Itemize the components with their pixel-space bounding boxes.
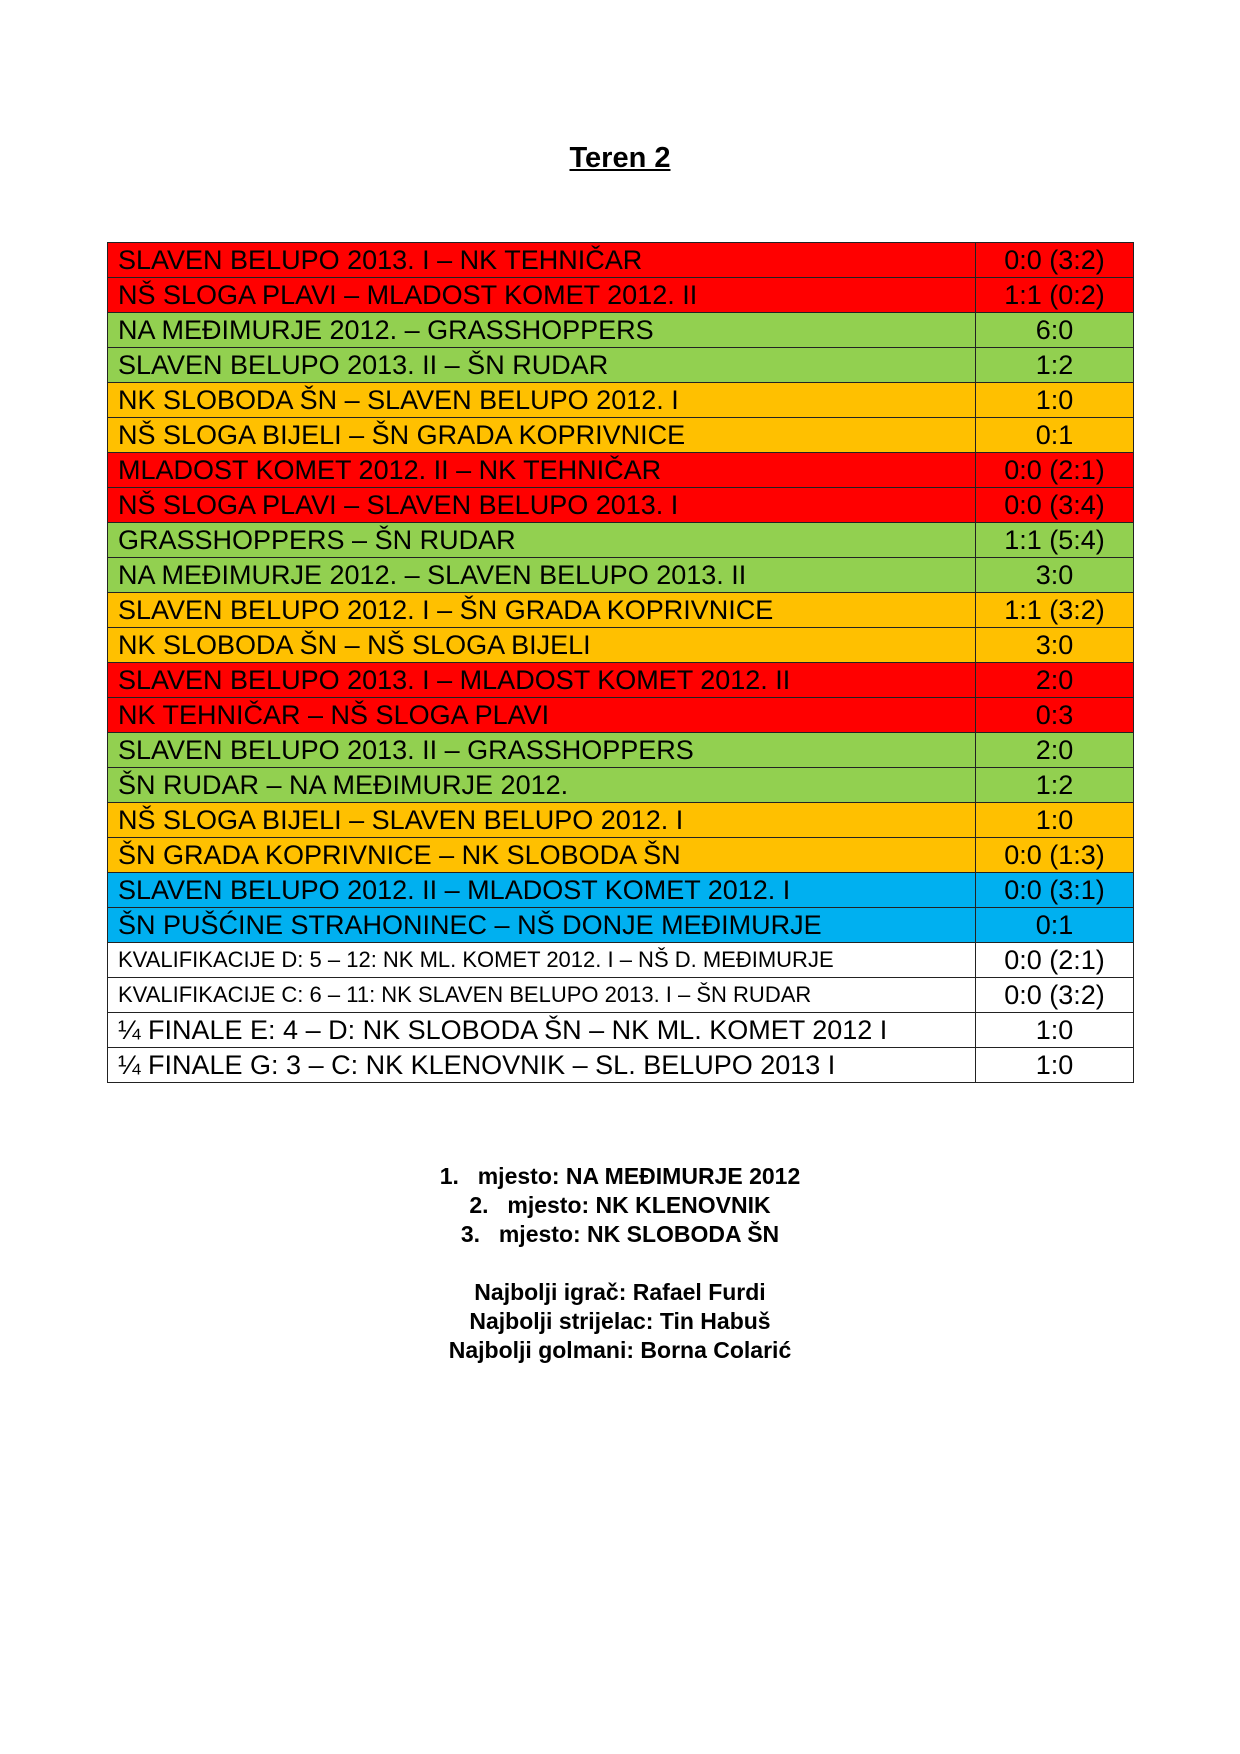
placement-2 (0, 1191, 1240, 1220)
match-score: 0:0 (3:2) (976, 978, 1134, 1013)
match-score: 0:3 (976, 698, 1134, 733)
match-teams: SLAVEN BELUPO 2013. II – ŠN RUDAR (108, 348, 976, 383)
match-score: 3:0 (976, 628, 1134, 663)
match-row (108, 348, 1134, 383)
placement-text: mjesto: NK KLENOVNIK (507, 1192, 771, 1218)
best-scorer: Najbolji strijelac: Tin Habuš (469, 1308, 771, 1334)
match-teams: NA MEĐIMURJE 2012. – SLAVEN BELUPO 2013. II (108, 558, 976, 593)
match-teams: SLAVEN BELUPO 2013. II – GRASSHOPPERS (108, 733, 976, 768)
results-body (108, 243, 1134, 1083)
match-teams: ŠN GRADA KOPRIVNICE – NK SLOBODA ŠN (108, 838, 976, 873)
match-teams: NK SLOBODA ŠN – NŠ SLOGA BIJELI (108, 628, 976, 663)
match-row (108, 278, 1134, 313)
match-score: 0:1 (976, 908, 1134, 943)
match-score: 0:0 (2:1) (976, 453, 1134, 488)
match-row (108, 943, 1134, 978)
match-teams: ¼ FINALE E: 4 – D: NK SLOBODA ŠN – NK ML. KOMET 2012 I (108, 1013, 976, 1048)
match-score: 1:1 (5:4) (976, 523, 1134, 558)
match-score: 1:2 (976, 348, 1134, 383)
match-row (108, 908, 1134, 943)
awards (0, 1278, 1240, 1365)
match-score: 0:1 (976, 418, 1134, 453)
match-row (108, 698, 1134, 733)
match-teams: NŠ SLOGA PLAVI – SLAVEN BELUPO 2013. I (108, 488, 976, 523)
best-goalkeeper: Najbolji golmani: Borna Colarić (448, 1337, 792, 1363)
placement-1 (0, 1162, 1240, 1191)
match-score: 1:0 (976, 383, 1134, 418)
match-teams: KVALIFIKACIJE D: 5 – 12: NK ML. KOMET 2012. I – NŠ D. MEĐIMURJE (108, 943, 976, 978)
placement-3 (0, 1220, 1240, 1249)
match-teams: NŠ SLOGA PLAVI – MLADOST KOMET 2012. II (108, 278, 976, 313)
results-table (107, 242, 1134, 1083)
match-row (108, 453, 1134, 488)
match-teams: KVALIFIKACIJE C: 6 – 11: NK SLAVEN BELUPO 2013. I – ŠN RUDAR (108, 978, 976, 1013)
match-teams: ¼ FINALE G: 3 – C: NK KLENOVNIK – SL. BELUPO 2013 I (108, 1048, 976, 1083)
best-player: Najbolji igrač: Rafael Furdi (474, 1279, 766, 1305)
match-score: 0:0 (3:4) (976, 488, 1134, 523)
match-row (108, 628, 1134, 663)
match-teams: SLAVEN BELUPO 2013. I – MLADOST KOMET 2012. II (108, 663, 976, 698)
match-teams: MLADOST KOMET 2012. II – NK TEHNIČAR (108, 453, 976, 488)
match-row (108, 418, 1134, 453)
match-row (108, 243, 1134, 278)
match-score: 1:0 (976, 803, 1134, 838)
match-score: 1:1 (3:2) (976, 593, 1134, 628)
match-score: 3:0 (976, 558, 1134, 593)
match-teams: NA MEĐIMURJE 2012. – GRASSHOPPERS (108, 313, 976, 348)
placements (0, 1162, 1240, 1249)
match-score: 1:2 (976, 768, 1134, 803)
match-score: 1:0 (976, 1013, 1134, 1048)
match-teams: SLAVEN BELUPO 2012. I – ŠN GRADA KOPRIVNICE (108, 593, 976, 628)
match-score: 6:0 (976, 313, 1134, 348)
match-row (108, 558, 1134, 593)
match-row (108, 873, 1134, 908)
placement-number: 1. (439, 1163, 459, 1189)
match-row (108, 768, 1134, 803)
match-teams: ŠN RUDAR – NA MEĐIMURJE 2012. (108, 768, 976, 803)
match-teams: NK SLOBODA ŠN – SLAVEN BELUPO 2012. I (108, 383, 976, 418)
match-row (108, 978, 1134, 1013)
match-teams: SLAVEN BELUPO 2012. II – MLADOST KOMET 2012. I (108, 873, 976, 908)
page-title: Teren 2 (569, 142, 671, 174)
match-row (108, 1013, 1134, 1048)
match-teams: NŠ SLOGA BIJELI – ŠN GRADA KOPRIVNICE (108, 418, 976, 453)
match-score: 1:0 (976, 1048, 1134, 1083)
match-score: 0:0 (3:2) (976, 243, 1134, 278)
placement-text: mjesto: NK SLOBODA ŠN (498, 1221, 780, 1247)
match-teams: NK TEHNIČAR – NŠ SLOGA PLAVI (108, 698, 976, 733)
match-score: 0:0 (1:3) (976, 838, 1134, 873)
match-teams: GRASSHOPPERS – ŠN RUDAR (108, 523, 976, 558)
match-row (108, 1048, 1134, 1083)
match-score: 2:0 (976, 733, 1134, 768)
match-row (108, 593, 1134, 628)
match-score: 0:0 (2:1) (976, 943, 1134, 978)
match-score: 0:0 (3:1) (976, 873, 1134, 908)
placement-number: 2. (469, 1192, 489, 1218)
match-row (108, 733, 1134, 768)
match-row (108, 313, 1134, 348)
match-score: 2:0 (976, 663, 1134, 698)
placement-text: mjesto: NA MEĐIMURJE 2012 (477, 1163, 801, 1189)
match-score: 1:1 (0:2) (976, 278, 1134, 313)
match-row (108, 523, 1134, 558)
placement-number: 3. (460, 1221, 481, 1247)
match-row (108, 383, 1134, 418)
match-row (108, 663, 1134, 698)
match-teams: SLAVEN BELUPO 2013. I – NK TEHNIČAR (108, 243, 976, 278)
match-row (108, 803, 1134, 838)
match-teams: NŠ SLOGA BIJELI – SLAVEN BELUPO 2012. I (108, 803, 976, 838)
match-row (108, 488, 1134, 523)
match-row (108, 838, 1134, 873)
match-teams: ŠN PUŠĆINE STRAHONINEC – NŠ DONJE MEĐIMURJE (108, 908, 976, 943)
